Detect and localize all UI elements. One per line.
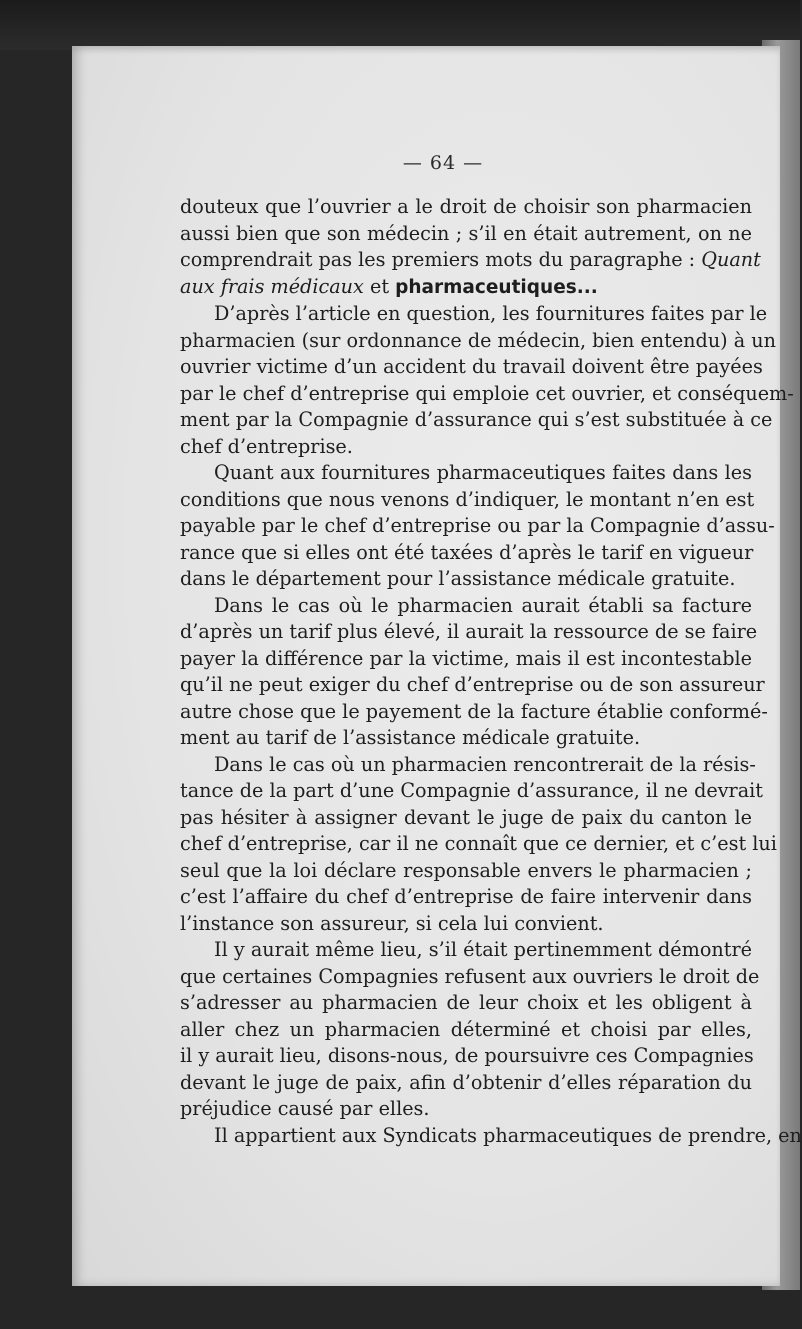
text-line: d’après un tarif plus élevé, il aurait la ressource de se faire (180, 620, 758, 643)
text-line: devant le juge de paix, afin d’obtenir d’elles réparation du (180, 1070, 752, 1094)
text-line: c’est l’affaire du chef d’entreprise de faire intervenir dans (180, 885, 752, 908)
italic-segment: aux frais médicaux (180, 274, 364, 298)
text-line: chef d’entreprise. (180, 434, 353, 458)
text-line: ouvrier victime d’un accident du travail doivent être payées (180, 355, 763, 378)
book-page (72, 46, 802, 1286)
text-line: l’instance son assureur, si cela lui convient. (180, 911, 604, 935)
text-line: s’adresser au pharmacien de leur choix et les obligent à (180, 991, 752, 1014)
text-line: il y aurait lieu, disons-nous, de poursuivre ces Compagnies (180, 1044, 754, 1067)
paragraph-2 (180, 460, 775, 593)
text-line: qu’il ne peut exiger du chef d’entreprise ou de son assureur (180, 673, 765, 696)
text-line: aussi bien que son médecin ; s’il en était autrement, on ne (180, 221, 752, 245)
text-line: douteux que l’ouvrier a le droit de choisir son pharmacien (180, 195, 752, 218)
paragraph-3 (180, 593, 768, 752)
text-line: tance de la part d’une Compagnie d’assurance, il ne devrait (180, 779, 764, 802)
text-line: seul que la loi déclare responsable envers le pharmacien ; (180, 858, 752, 882)
book-edge-top (0, 0, 800, 50)
text-line (180, 274, 752, 302)
paragraph-0 (180, 194, 761, 301)
text-line: préjudice causé par elles. (180, 1097, 430, 1120)
page-number: — 64 — (402, 152, 484, 174)
bold-segment: pharmaceutiques... (395, 276, 598, 298)
text-line: pharmacien (sur ordonnance de médecin, bien entendu) à un (180, 328, 777, 352)
text-line: Dans le cas où un pharmacien rencontrerait de la résis- (214, 752, 756, 776)
paragraph-5 (180, 937, 760, 1123)
text-line-segment: comprendrait pas les premiers mots du paragraphe : (180, 248, 696, 271)
text-line (180, 247, 761, 274)
text-line: conditions que nous venons d’indiquer, le montant n’en est (180, 487, 755, 511)
text-line: que certaines Compagnies refusent aux ouvriers le droit de (180, 964, 760, 988)
text-line: ment par la Compagnie d’assurance qui s’est substituée à ce (180, 408, 773, 431)
text-line: aller chez un pharmacien déterminé et choisi par elles, (180, 1017, 752, 1041)
text-line: payer la différence par la victime, mais il est incontestable (180, 646, 752, 670)
text-line: Il y aurait même lieu, s’il était pertinemment démontré (214, 938, 752, 961)
paragraph-4 (180, 752, 777, 938)
paragraph-6 (180, 1123, 802, 1150)
text-line: pas hésiter à assigner devant le juge de paix du canton le (180, 805, 752, 829)
text-line: Il appartient aux Syndicats pharmaceutiques de prendre, en (214, 1123, 802, 1147)
italic-segment: Quant (701, 248, 761, 271)
text-line: Dans le cas où le pharmacien aurait établi sa facture (214, 593, 752, 617)
paragraph-1 (180, 301, 794, 460)
text-line: rance que si elles ont été taxées d’après le tarif en vigueur (180, 540, 754, 564)
text-line: Quant aux fournitures pharmaceutiques faites dans les (214, 461, 752, 484)
text-line: par le chef d’entreprise qui emploie cet ouvrier, et conséquem- (180, 381, 794, 405)
text-line: ment au tarif de l’assistance médicale gratuite. (180, 726, 641, 749)
text-line-segment: et (363, 274, 396, 298)
text-line: autre chose que le payement de la facture établie conformé- (180, 699, 768, 723)
text-line: D’après l’article en question, les fournitures faites par le (214, 302, 768, 325)
text-line: dans le département pour l’assistance médicale gratuite. (180, 567, 736, 590)
body-text (180, 194, 802, 1149)
text-line: payable par le chef d’entreprise ou par la Compagnie d’assu- (180, 514, 775, 537)
text-line: chef d’entreprise, car il ne connaît que ce dernier, et c’est lui (180, 832, 777, 855)
